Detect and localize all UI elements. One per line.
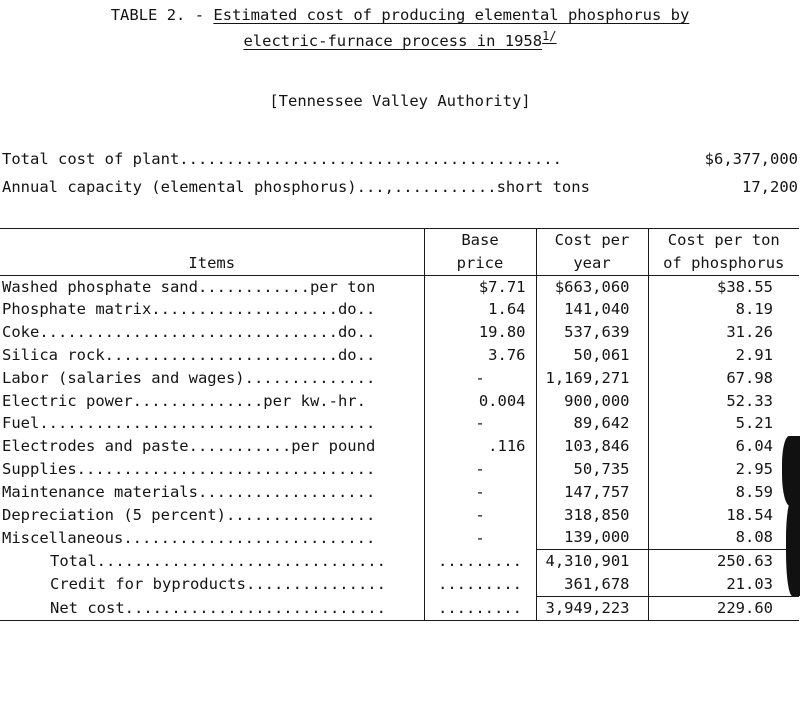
summary-label: Total cost of plant......................................... xyxy=(2,150,562,168)
cell-cost-per-year: 89,642 xyxy=(536,412,648,435)
header-base-price-1: Base xyxy=(424,229,536,252)
header-items: Items xyxy=(0,229,424,276)
cell-cost-per-year: 50,061 xyxy=(536,344,648,367)
cell-base-price: - xyxy=(424,481,536,504)
table-row xyxy=(0,344,799,367)
cell-item: Maintenance materials................... xyxy=(2,482,376,501)
table-row xyxy=(0,504,799,527)
table-title-line1 xyxy=(0,4,800,26)
cell-base-price: .116 xyxy=(424,435,536,458)
cell-cost-per-year: 147,757 xyxy=(536,481,648,504)
summary-value: 17,200 xyxy=(742,178,798,196)
header-cost-per-year-1: Cost per xyxy=(536,229,648,252)
table-row xyxy=(0,435,799,458)
cell-cost-per-ton: 31.26 xyxy=(648,321,799,344)
cell-item: Total............................... xyxy=(50,551,386,570)
table-row xyxy=(0,412,799,435)
cell-cost-per-ton: 5.21 xyxy=(648,412,799,435)
cell-base-price: - xyxy=(424,504,536,527)
cell-cost-per-ton: 67.98 xyxy=(648,367,799,390)
cell-cost-per-year: 3,949,223 xyxy=(536,596,648,620)
table-row-total xyxy=(0,550,799,573)
header-cost-per-ton-2: of phosphorus xyxy=(648,252,799,275)
header-base-price-2: price xyxy=(424,252,536,275)
cell-base-price: - xyxy=(424,526,536,549)
cell-cost-per-ton: 52.33 xyxy=(648,390,799,413)
cell-cost-per-ton: 21.03 xyxy=(648,573,799,596)
cell-base-price: ......... xyxy=(424,573,536,596)
scan-ink-blot xyxy=(782,436,800,506)
cell-cost-per-ton: $38.55 xyxy=(648,275,799,298)
scan-ink-blot xyxy=(786,500,800,596)
table-row xyxy=(0,390,799,413)
table-row xyxy=(0,526,799,549)
cell-item: Washed phosphate sand............per ton xyxy=(2,277,376,296)
cell-base-price: 0.004 xyxy=(424,390,536,413)
cell-item: Silica rock.........................do.. xyxy=(2,345,376,364)
table-row-credit xyxy=(0,573,799,596)
cost-table xyxy=(0,228,799,621)
cell-cost-per-ton: 250.63 xyxy=(648,550,799,573)
cell-item: Net cost............................ xyxy=(0,596,424,620)
cell-item: Credit for byproducts............... xyxy=(50,575,386,594)
table-row xyxy=(0,321,799,344)
cell-item: Electrodes and paste...........per pound xyxy=(2,437,376,456)
cell-cost-per-year: 361,678 xyxy=(536,573,648,596)
table-row xyxy=(0,367,799,390)
cell-cost-per-year: $663,060 xyxy=(536,275,648,298)
cell-item: Fuel.................................... xyxy=(2,414,376,433)
cell-cost-per-year: 4,310,901 xyxy=(536,550,648,573)
header-cost-per-year-2: year xyxy=(536,252,648,275)
cell-base-price: - xyxy=(424,458,536,481)
cell-cost-per-year: 537,639 xyxy=(536,321,648,344)
header-row-1 xyxy=(0,229,799,252)
cell-base-price: 3.76 xyxy=(424,344,536,367)
source-subtitle: [Tennessee Valley Authority] xyxy=(269,92,531,110)
cell-item: Depreciation (5 percent)................ xyxy=(2,505,376,524)
cell-cost-per-year: 50,735 xyxy=(536,458,648,481)
cell-cost-per-ton: 6.04 xyxy=(648,435,799,458)
cell-cost-per-year: 103,846 xyxy=(536,435,648,458)
cell-cost-per-ton: 8.08 xyxy=(648,526,799,549)
cell-base-price: - xyxy=(424,412,536,435)
cell-cost-per-ton: 229.60 xyxy=(648,596,799,620)
cell-cost-per-ton: 8.19 xyxy=(648,298,799,321)
table-row-net-cost xyxy=(0,596,799,620)
table-number: TABLE 2. - xyxy=(110,6,214,24)
summary-total-cost xyxy=(2,148,798,170)
cell-base-price: - xyxy=(424,367,536,390)
cell-base-price: 19.80 xyxy=(424,321,536,344)
table-title-line2 xyxy=(0,30,800,52)
cell-item: Labor (salaries and wages).............. xyxy=(2,368,376,387)
header-cost-per-ton-1: Cost per ton xyxy=(648,229,799,252)
cell-cost-per-ton: 8.59 xyxy=(648,481,799,504)
cell-cost-per-ton: 18.54 xyxy=(648,504,799,527)
table-title-text: Estimated cost of producing elemental phosphorus by xyxy=(213,6,690,24)
table-row xyxy=(0,458,799,481)
footnote-marker: 1/ xyxy=(542,28,557,43)
table-row xyxy=(0,298,799,321)
cell-item: Supplies................................ xyxy=(2,459,376,478)
cell-base-price: $7.71 xyxy=(424,275,536,298)
cell-cost-per-year: 900,000 xyxy=(536,390,648,413)
table-title-text-continued: electric-furnace process in 1958 xyxy=(243,32,543,50)
table-row xyxy=(0,275,799,298)
summary-label: Annual capacity (elemental phosphorus)...,...........short tons xyxy=(2,178,590,196)
summary-value: $6,377,000 xyxy=(704,150,798,168)
cell-item: Coke................................do.. xyxy=(2,323,376,342)
cell-base-price: ......... xyxy=(424,550,536,573)
cell-base-price: 1.64 xyxy=(424,298,536,321)
cell-cost-per-year: 141,040 xyxy=(536,298,648,321)
summary-annual-capacity xyxy=(2,176,798,198)
cell-cost-per-ton: 2.95 xyxy=(648,458,799,481)
table-row xyxy=(0,481,799,504)
cell-cost-per-ton: 2.91 xyxy=(648,344,799,367)
cell-base-price: ......... xyxy=(424,596,536,620)
cell-cost-per-year: 1,169,271 xyxy=(536,367,648,390)
cell-cost-per-year: 139,000 xyxy=(536,526,648,549)
cell-item: Phosphate matrix....................do.. xyxy=(2,300,376,319)
cell-item: Electric power..............per kw.-hr. xyxy=(2,391,366,410)
cell-item: Miscellaneous........................... xyxy=(2,528,376,547)
cell-cost-per-year: 318,850 xyxy=(536,504,648,527)
